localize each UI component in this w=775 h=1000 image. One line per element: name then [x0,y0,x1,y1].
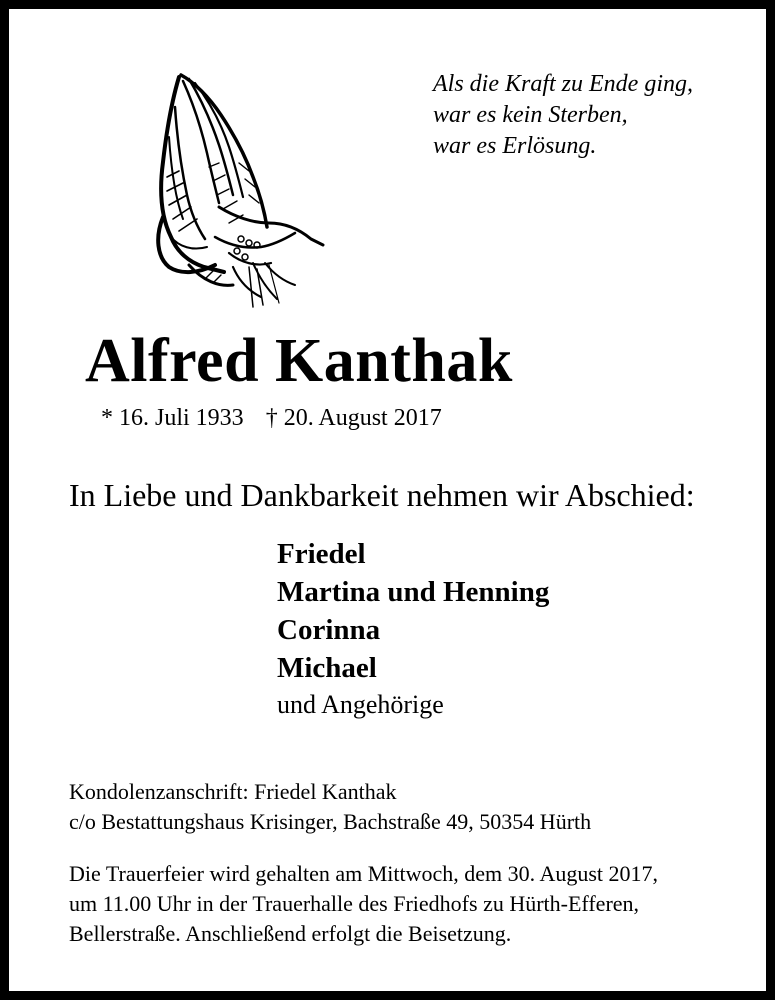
life-dates [101,403,442,433]
death-date: † 20. August 2017 [265,405,442,431]
motto-line: Als die Kraft zu Ende ging, [433,71,693,97]
birth-date: * 16. Juli 1933 [101,405,244,431]
mourner-name: Martina und Henning [277,576,550,608]
mourner-name: Michael [277,652,377,684]
praying-hands-icon [149,67,329,312]
deceased-name: Alfred Kanthak [85,327,513,395]
mourners-list [277,535,549,723]
relatives-note: und Angehörige [277,690,444,719]
address-line: Kondolenzanschrift: Friedel Kanthak [69,779,397,804]
condolence-address [69,777,591,837]
motto-line: war es Erlösung. [433,133,597,159]
ceremony-line: um 11.00 Uhr in der Trauerhalle des Friedhofs zu Hürth-Efferen, [69,891,640,916]
ceremony-details [69,859,658,949]
address-line: c/o Bestattungshaus Krisinger, Bachstraße 49, 50354 Hürth [69,809,592,834]
ceremony-line: Bellerstraße. Anschließend erfolgt die Beisetzung. [69,921,512,946]
motto-line: war es kein Sterben, [433,102,628,128]
motto-verse [433,69,693,162]
farewell-statement: In Liebe und Dankbarkeit nehmen wir Abschied: [69,477,695,513]
mourner-name: Corinna [277,614,381,646]
ceremony-line: Die Trauerfeier wird gehalten am Mittwoch, dem 30. August 2017, [69,861,659,886]
mourner-name: Friedel [277,538,366,570]
